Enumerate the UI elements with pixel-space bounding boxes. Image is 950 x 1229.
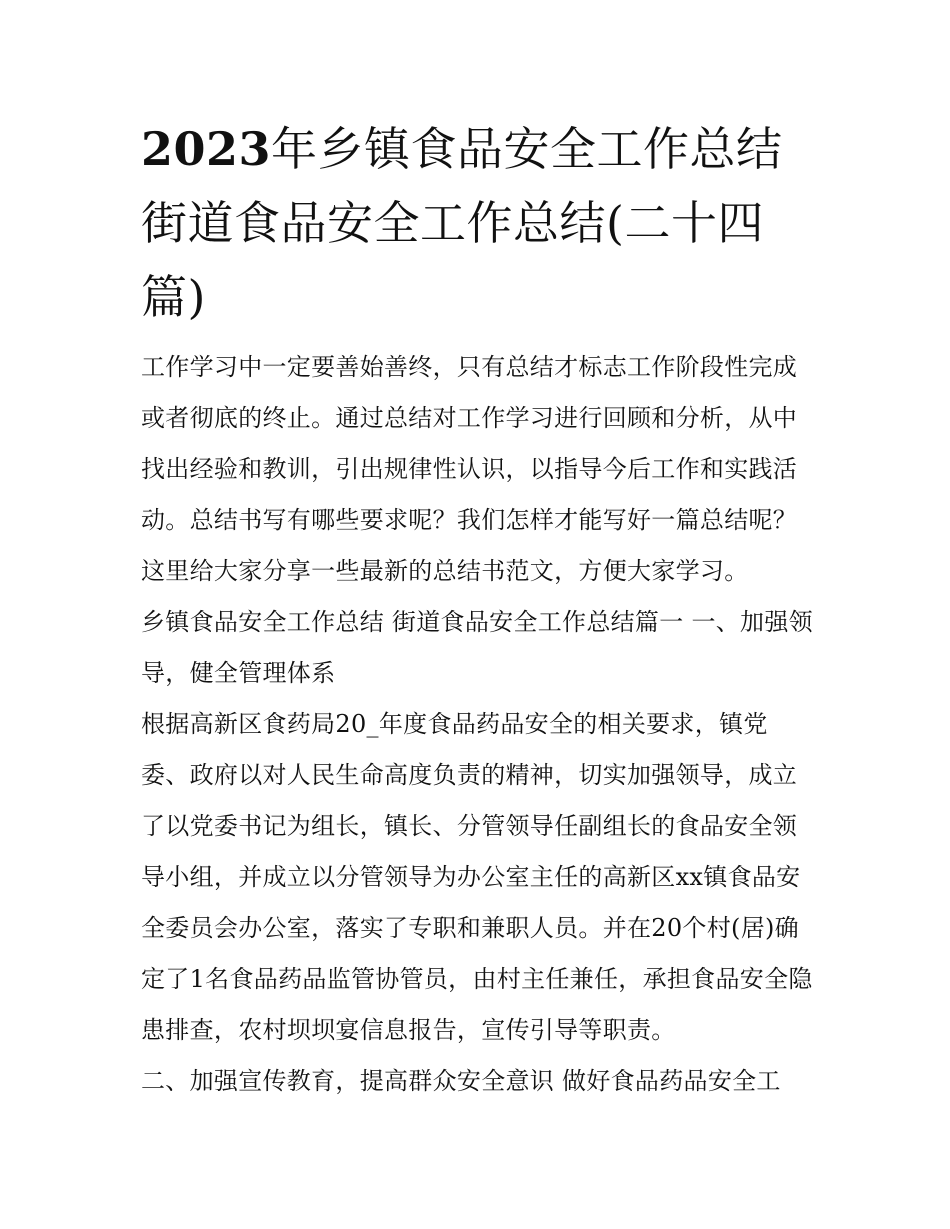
- document-title: [141, 112, 813, 334]
- title-year: 2023: [141, 122, 272, 176]
- title-text: 年乡镇食品安全工作总结街道食品安全工作总结(二十四篇): [141, 122, 783, 324]
- section-heading: 乡镇食品安全工作总结 街道食品安全工作总结篇一 一、加强领导，健全管理体系: [141, 608, 813, 687]
- intro-paragraph: 工作学习中一定要善始善终，只有总结才标志工作阶段性完成或者彻底的终止。通过总结对工作学习进行回顾和分析，从中找出经验和教训，引出规律性认识，以指导今后工作和实践活动。总结书写有哪些要求呢？我们怎样才能写好一篇总结呢？这里给大家分享一些最新的总结书范文，方便大家学习。: [141, 353, 798, 585]
- body-paragraph: 根据高新区食药局20_年度食品药品安全的相关要求，镇党委、政府以对人民生命高度负责的精神，切实加强领导，成立了以党委书记为组长，镇长、分管领导任副组长的食品安全领导小组，并成立以分管领导为办公室主任的高新区xx镇食品安全委员会办公室，落实了专职和兼职人员。并在20个村(居)确定了1名食品药品监管协管员，由村主任兼任，承担食品安全隐患排查，农村坝坝宴信息报告，宣传引导等职责。: [141, 710, 813, 1044]
- document-content: [141, 112, 813, 1107]
- body-paragraph-continued: 二、加强宣传教育，提高群众安全意识 做好食品药品安全工: [141, 1067, 781, 1095]
